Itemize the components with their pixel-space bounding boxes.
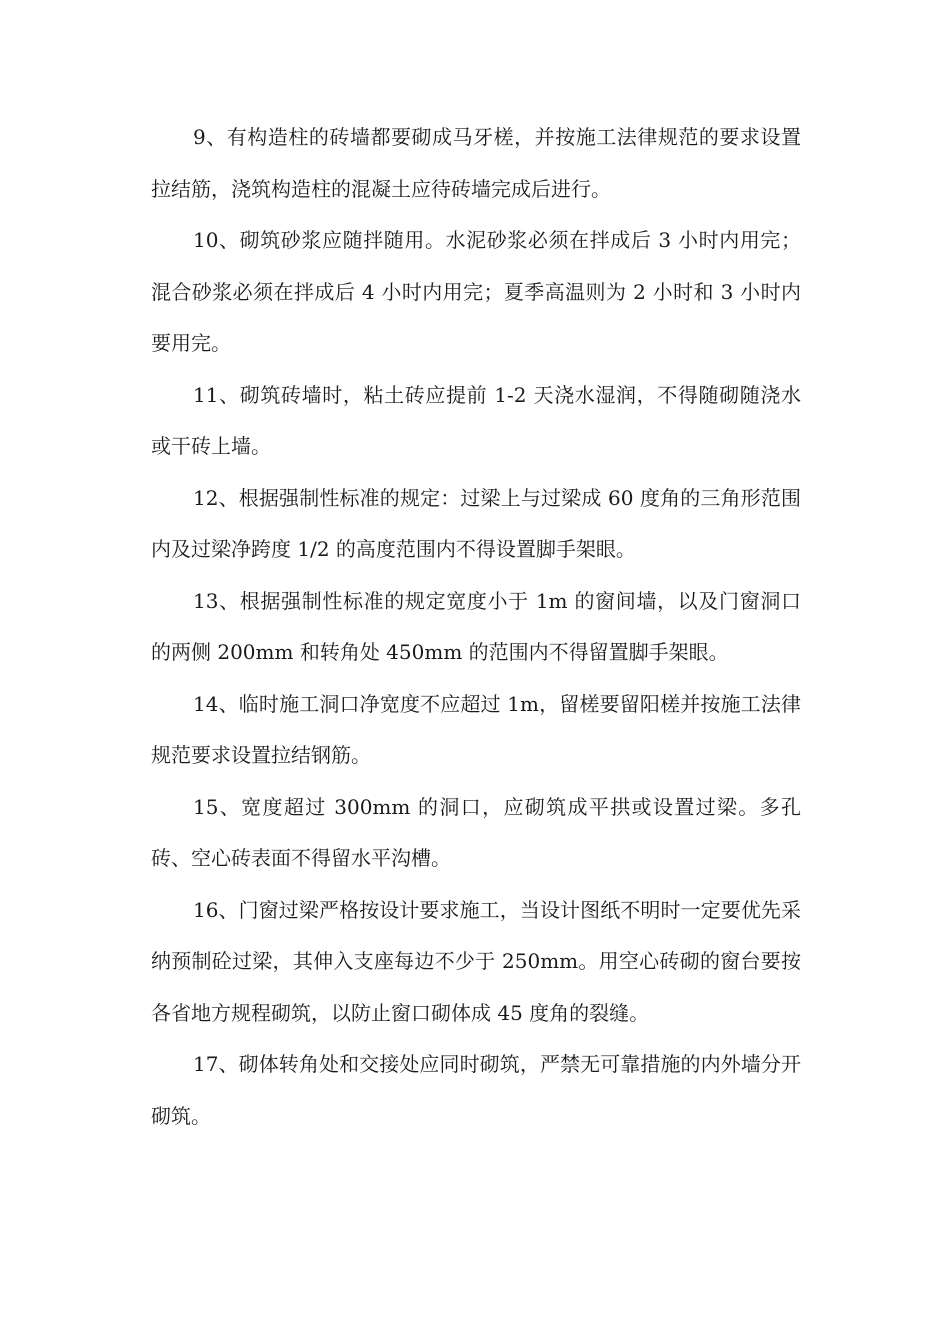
document-body bbox=[151, 112, 801, 1142]
paragraph-item-16: 16、门窗过梁严格按设计要求施工，当设计图纸不明时一定要优先采纳预制砼过梁，其伸入支座每边不少于 250mm。用空心砖砌的窗台要按各省地方规程砌筑，以防止窗口砌体成 45 度角的裂缝。 bbox=[151, 897, 801, 1025]
paragraph-item-10: 10、砌筑砂浆应随拌随用。水泥砂浆必须在拌成后 3 小时内用完；混合砂浆必须在拌成后 4 小时内用完；夏季高温则为 2 小时和 3 小时内要用完。 bbox=[151, 228, 801, 355]
paragraph-item-9: 9、有构造柱的砖墙都要砌成马牙槎，并按施工法律规范的要求设置拉结筋，浇筑构造柱的混凝土应待砖墙完成后进行。 bbox=[151, 125, 801, 201]
paragraph-item-15: 15、宽度超过 300mm 的洞口，应砌筑成平拱或设置过梁。多孔砖、空心砖表面不得留水平沟槽。 bbox=[151, 794, 801, 870]
paragraph-item-12: 12、根据强制性标准的规定：过梁上与过梁成 60 度角的三角形范围内及过梁净跨度 1/2 的高度范围内不得设置脚手架眼。 bbox=[151, 485, 801, 561]
paragraph-item-14: 14、临时施工洞口净宽度不应超过 1m，留槎要留阳槎并按施工法律规范要求设置拉结钢筋。 bbox=[151, 691, 801, 767]
paragraph-item-13: 13、根据强制性标准的规定宽度小于 1m 的窗间墙，以及门窗洞口的两侧 200mm 和转角处 450mm 的范围内不得留置脚手架眼。 bbox=[151, 588, 801, 664]
paragraph-item-17: 17、砌体转角处和交接处应同时砌筑，严禁无可靠措施的内外墙分开砌筑。 bbox=[151, 1052, 801, 1128]
paragraph-item-11: 11、砌筑砖墙时，粘土砖应提前 1-2 天浇水湿润，不得随砌随浇水或干砖上墙。 bbox=[151, 382, 801, 458]
